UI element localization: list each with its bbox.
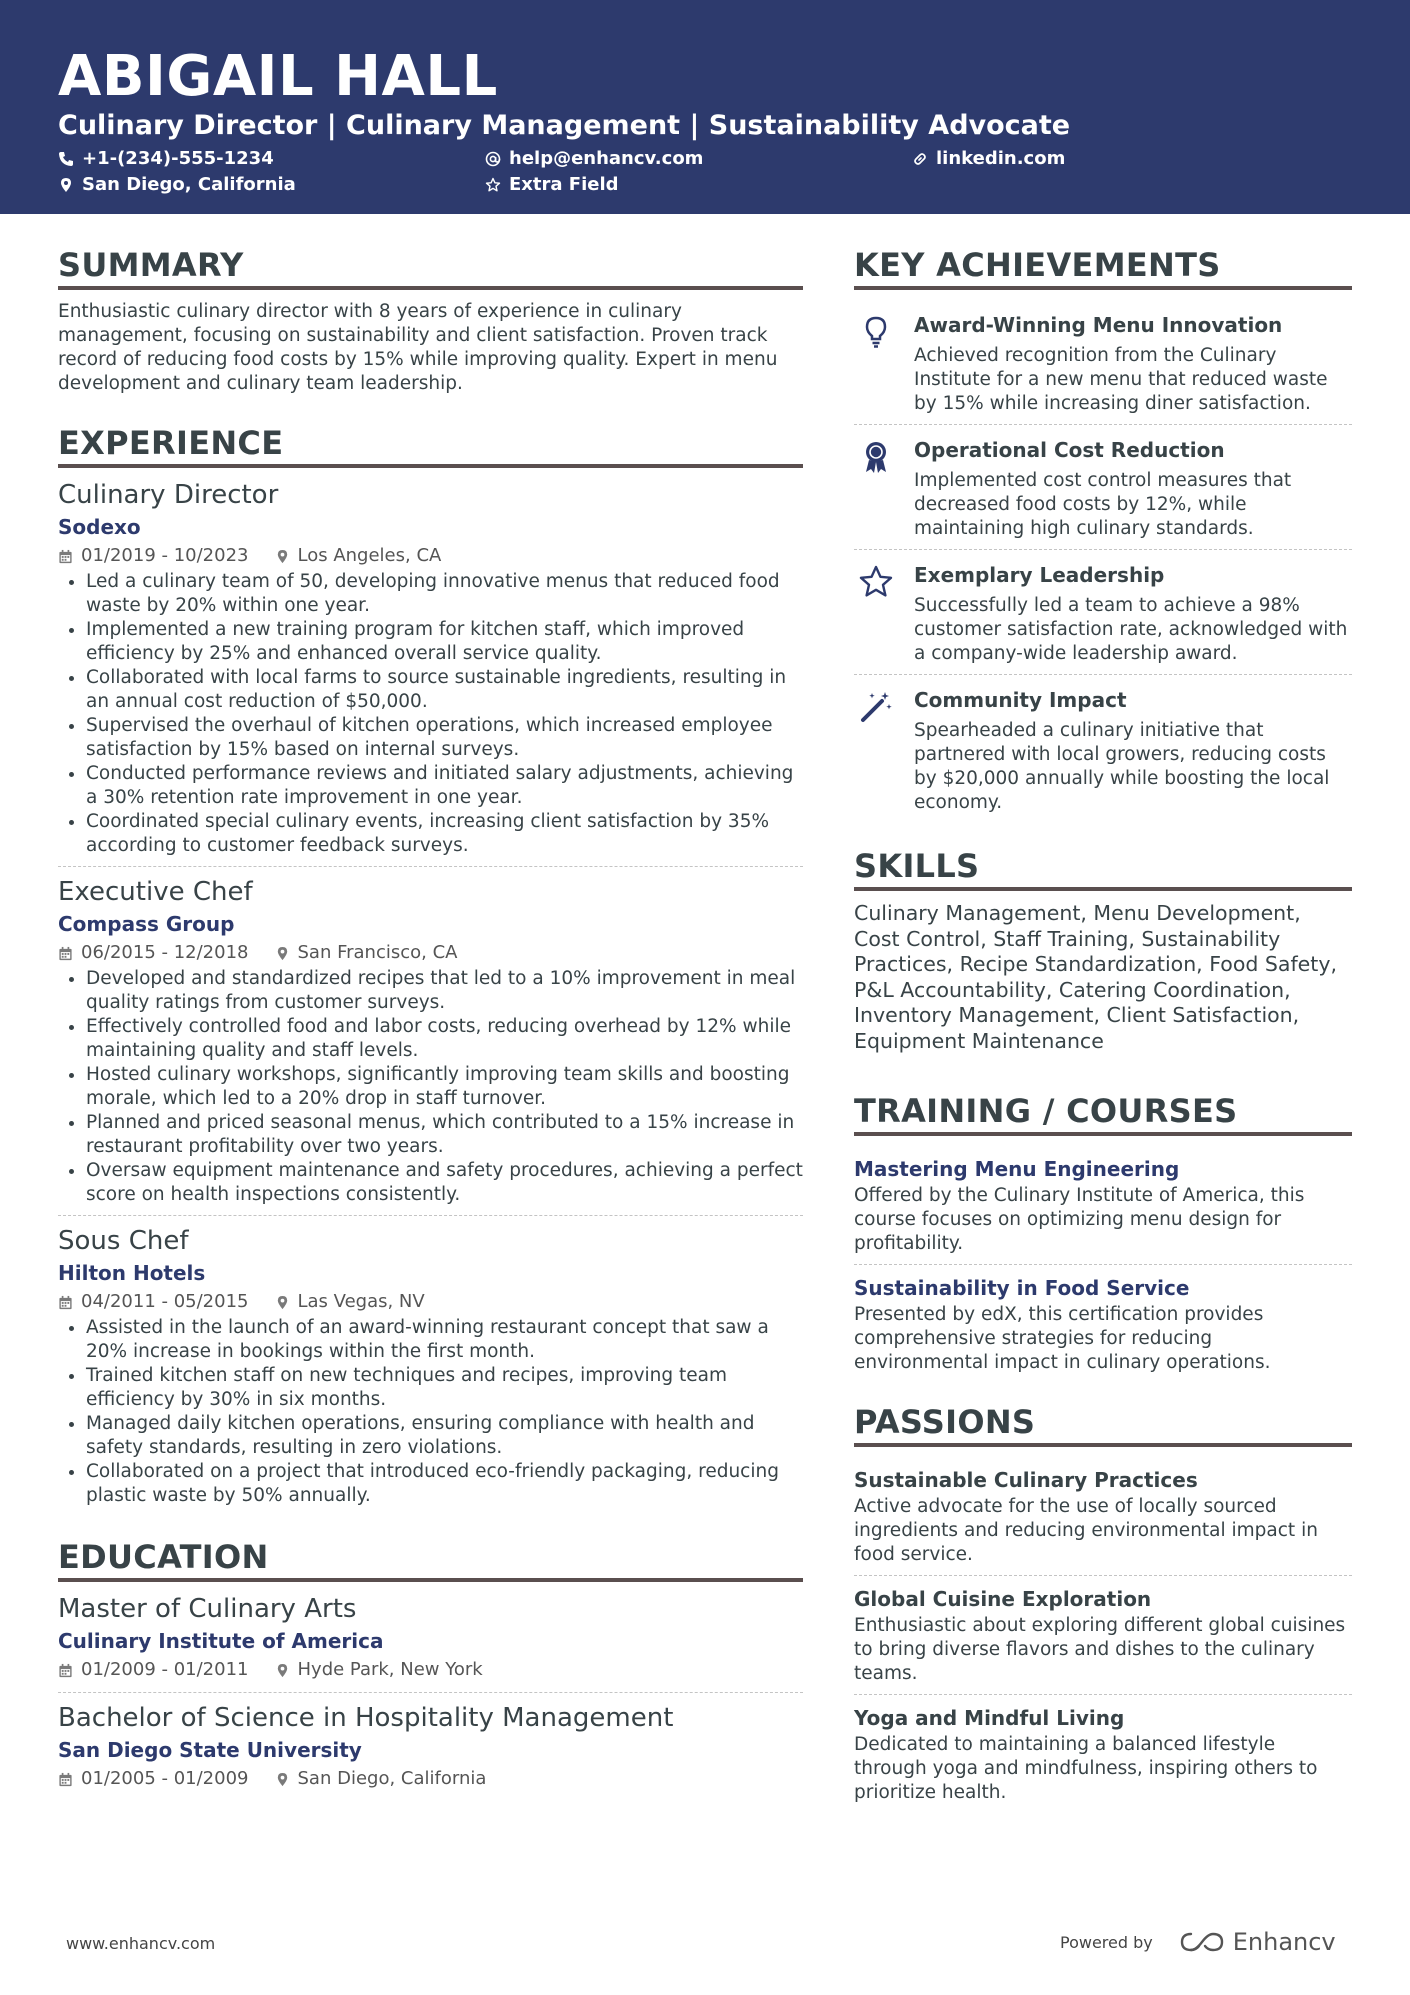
summary-text: Enthusiastic culinary director with 8 years of experience in culinary management, focusing on sustainability and client satisfaction. Proven track record of reducing food costs by 15% while improving quality. Expert in menu development and culinary team leadership. — [58, 301, 778, 394]
job-bullet: • Assisted in the launch of an award-winning restaurant concept that saw a 20% increase in bookings within the first month. — [86, 1316, 803, 1364]
education-title: EDUCATION — [58, 1538, 803, 1582]
location-pin-icon — [275, 1295, 290, 1310]
passions-title: PASSIONS — [854, 1403, 1352, 1447]
phone-text: +1-(234)-555-1234 — [82, 148, 274, 169]
job-bullet: • Implemented a new training program for kitchen staff, which improved efficiency by 25% and enhanced overall service quality. — [86, 618, 803, 666]
job-bullet: • Supervised the overhaul of kitchen operations, which increased employee satisfaction by 15% based on internal surveys. — [86, 714, 803, 762]
summary-title: SUMMARY — [58, 246, 803, 290]
candidate-name: ABIGAIL HALL — [58, 44, 498, 109]
skills-section — [854, 847, 1352, 1054]
location-text: San Diego, California — [82, 174, 296, 195]
star-icon — [858, 564, 894, 600]
passion-title: Sustainable Culinary Practices — [854, 1468, 1198, 1492]
job-bullet: • Collaborated with local farms to source sustainable ingredients, resulting in an annual cost reduction of $50,000. — [86, 666, 803, 714]
link-icon — [912, 151, 928, 167]
education-entry — [58, 1592, 803, 1692]
right-column — [854, 246, 1352, 1813]
education-location: Hyde Park, New York — [297, 1659, 483, 1680]
education-section — [58, 1538, 803, 1801]
job-bullets — [58, 967, 803, 1207]
education-location: San Diego, California — [297, 1768, 487, 1789]
achievement-item — [854, 300, 1352, 424]
education-dates: 01/2005 - 01/2009 — [81, 1768, 249, 1789]
course-item — [854, 1264, 1352, 1383]
experience-title: EXPERIENCE — [58, 424, 803, 468]
calendar-icon — [58, 1772, 73, 1787]
education-degree: Master of Culinary Arts — [58, 1594, 357, 1624]
passion-title: Global Cuisine Exploration — [854, 1587, 1152, 1611]
education-dates: 01/2009 - 01/2011 — [81, 1659, 249, 1680]
job-meta — [58, 542, 803, 570]
job-bullet: • Led a culinary team of 50, developing innovative menus that reduced food waste by 20% within one year. — [86, 570, 803, 618]
course-item — [854, 1146, 1352, 1264]
education-meta — [58, 1656, 803, 1684]
contact-phone[interactable] — [58, 148, 274, 169]
passion-item — [854, 1457, 1352, 1575]
at-icon — [485, 151, 501, 167]
achievement-item — [854, 424, 1352, 549]
contact-email[interactable] — [485, 148, 703, 169]
summary-section — [58, 246, 803, 396]
contact-linkedin[interactable] — [912, 148, 1065, 169]
enhancv-logo-icon — [1179, 1930, 1225, 1954]
location-pin-icon — [275, 549, 290, 564]
course-text: Offered by the Culinary Institute of America, this course focuses on optimizing menu design for profitability. — [854, 1185, 1305, 1254]
achievement-title: Award-Winning Menu Innovation — [914, 313, 1283, 337]
job-meta — [58, 1288, 803, 1316]
job-bullet: • Conducted performance reviews and initiated salary adjustments, achieving a 30% retention rate improvement in one year. — [86, 762, 803, 810]
passions-section — [854, 1403, 1352, 1813]
job-location: San Francisco, CA — [297, 942, 458, 963]
achievement-text: Successfully led a team to achieve a 98% customer satisfaction rate, acknowledged with a company-wide leadership award. — [914, 595, 1348, 664]
job-location: Los Angeles, CA — [297, 545, 442, 566]
job-dates: 01/2019 - 10/2023 — [81, 545, 249, 566]
job-bullet: • Collaborated on a project that introduced eco-friendly packaging, reducing plastic waste by 50% annually. — [86, 1460, 803, 1508]
job-bullet: • Developed and standardized recipes that led to a 10% improvement in meal quality ratings from customer surveys. — [86, 967, 803, 1015]
job-title: Culinary Director — [58, 480, 279, 510]
footer-website[interactable]: www.enhancv.com — [66, 1934, 216, 1953]
calendar-icon — [58, 549, 73, 564]
job-dates: 06/2015 - 12/2018 — [81, 942, 249, 963]
job-entry — [58, 1215, 803, 1516]
passion-text: Dedicated to maintaining a balanced lifestyle through yoga and mindfulness, inspiring others to prioritize health. — [854, 1734, 1318, 1803]
job-bullet: • Hosted culinary workshops, significantly improving team skills and boosting morale, which led to a 20% drop in staff turnover. — [86, 1063, 803, 1111]
achievement-title: Exemplary Leadership — [914, 563, 1165, 587]
job-company: Sodexo — [58, 515, 141, 539]
star-outline-icon — [485, 177, 501, 193]
brand-logo[interactable] — [1179, 1928, 1336, 1956]
job-bullet: • Trained kitchen staff on new techniques and recipes, improving team efficiency by 30% in six months. — [86, 1364, 803, 1412]
passion-title: Yoga and Mindful Living — [854, 1706, 1125, 1730]
job-bullet: • Managed daily kitchen operations, ensuring compliance with health and safety standards, resulting in zero violations. — [86, 1412, 803, 1460]
achievements-title: KEY ACHIEVEMENTS — [854, 246, 1352, 290]
location-pin-icon — [275, 1663, 290, 1678]
job-title: Sous Chef — [58, 1226, 189, 1256]
education-meta — [58, 1765, 803, 1793]
job-bullet: • Planned and priced seasonal menus, which contributed to a 15% increase in restaurant profitability over two years. — [86, 1111, 803, 1159]
education-entry — [58, 1692, 803, 1801]
course-text: Presented by edX, this certification provides comprehensive strategies for reducing environmental impact in culinary operations. — [854, 1304, 1271, 1373]
job-bullet: • Effectively controlled food and labor costs, reducing overhead by 12% while maintaining quality and staff levels. — [86, 1015, 803, 1063]
job-bullet: • Coordinated special culinary events, increasing client satisfaction by 35% according to customer feedback surveys. — [86, 810, 803, 858]
calendar-icon — [58, 946, 73, 961]
training-section — [854, 1092, 1352, 1383]
achievement-text: Implemented cost control measures that decreased food costs by 12%, while maintaining high culinary standards. — [914, 470, 1292, 539]
job-bullet: • Oversaw equipment maintenance and safety procedures, achieving a perfect score on health inspections consistently. — [86, 1159, 803, 1207]
powered-by-label: Powered by — [1060, 1932, 1153, 1952]
achievement-title: Community Impact — [914, 688, 1127, 712]
achievement-item — [854, 674, 1352, 823]
passion-item — [854, 1694, 1352, 1813]
job-meta — [58, 939, 803, 967]
job-title: Executive Chef — [58, 877, 253, 907]
footer-branding — [1060, 1928, 1336, 1956]
job-entry — [58, 478, 803, 866]
location-pin-icon — [275, 1772, 290, 1787]
extra-text: Extra Field — [509, 174, 619, 195]
achievements-section — [854, 246, 1352, 823]
phone-icon — [58, 151, 74, 167]
passion-item — [854, 1575, 1352, 1694]
job-entry — [58, 866, 803, 1215]
education-degree: Bachelor of Science in Hospitality Management — [58, 1703, 674, 1733]
education-school: San Diego State University — [58, 1738, 362, 1762]
location-pin-icon — [275, 946, 290, 961]
achievement-text: Achieved recognition from the Culinary Institute for a new menu that reduced waste by 15% while increasing diner satisfaction. — [914, 345, 1328, 414]
calendar-icon — [58, 1663, 73, 1678]
skills-text: Culinary Management, Menu Development, Cost Control, Staff Training, Sustainability Practices, Recipe Standardization, Food Safety, P&L Accountability, Catering Coordination, Inventory Management, Client Satisfaction, Equipment Maintenance — [854, 901, 1337, 1053]
experience-section — [58, 424, 803, 1516]
lightbulb-icon — [858, 314, 894, 350]
achievement-text: Spearheaded a culinary initiative that partnered with local growers, reducing costs by $20,000 annually while boosting the local economy. — [914, 720, 1330, 813]
job-location: Las Vegas, NV — [297, 1291, 425, 1312]
achievement-item — [854, 549, 1352, 674]
contact-location — [58, 174, 296, 195]
contact-extra — [485, 174, 619, 195]
brand-name: Enhancv — [1232, 1928, 1336, 1956]
passion-text: Enthusiastic about exploring different global cuisines to bring diverse flavors and dishes to the culinary teams. — [854, 1615, 1346, 1684]
course-title: Sustainability in Food Service — [854, 1276, 1190, 1300]
achievement-title: Operational Cost Reduction — [914, 438, 1225, 462]
resume-header — [0, 0, 1410, 214]
job-bullets — [58, 570, 803, 858]
training-title: TRAINING / COURSES — [854, 1092, 1352, 1136]
education-school: Culinary Institute of America — [58, 1629, 384, 1653]
location-pin-icon — [58, 177, 74, 193]
left-column — [58, 246, 803, 1801]
job-company: Compass Group — [58, 912, 235, 936]
email-text: help@enhancv.com — [509, 148, 704, 169]
candidate-tagline: Culinary Director | Culinary Management | Sustainability Advocate — [58, 110, 1071, 141]
job-company: Hilton Hotels — [58, 1261, 206, 1285]
award-ribbon-icon — [858, 439, 894, 475]
linkedin-text: linkedin.com — [936, 148, 1066, 169]
calendar-icon — [58, 1295, 73, 1310]
skills-title: SKILLS — [854, 847, 1352, 891]
magic-wand-icon — [858, 689, 894, 725]
job-bullets — [58, 1316, 803, 1508]
passion-text: Active advocate for the use of locally sourced ingredients and reducing environmental impact in food service. — [854, 1496, 1318, 1565]
job-dates: 04/2011 - 05/2015 — [81, 1291, 249, 1312]
course-title: Mastering Menu Engineering — [854, 1157, 1180, 1181]
